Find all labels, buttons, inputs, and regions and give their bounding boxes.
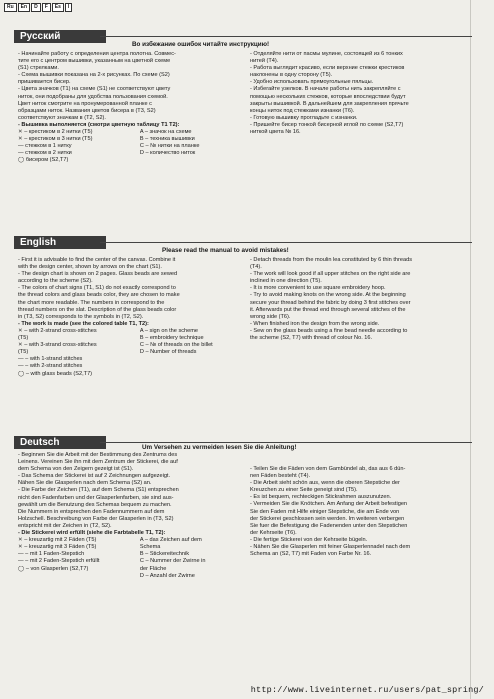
- legend-entry: [140, 363, 240, 370]
- text-line: Nähen Sie die Glasperlen nach dem Schema (S2) an.: [18, 480, 152, 487]
- legend-entry: — – mit 1 Faden-Stepstich: [18, 551, 85, 558]
- text-line: der Kehrseite (T6).: [250, 529, 297, 536]
- text-line: тите его с центром вышивки, указанным на цветной схеме: [18, 58, 171, 65]
- text-line: - The design chart is shown on 2 pages. Glass beads are sewed: [18, 271, 178, 278]
- text-line: Schema an (S2, T7) mit Faden von Farbe Nr. 16.: [250, 551, 372, 558]
- legend-entry: [140, 371, 240, 378]
- text-line: Цвет ниток смотрите на пронумерованной планке с: [18, 100, 152, 107]
- text-line: der Stickerei geschlossen sein werden. Im weiteren verbergen: [250, 515, 405, 522]
- text-line: концы ниток под стежками изнанки (T6).: [250, 107, 355, 114]
- text-line: - Try to avoid making knots on the wrong side. At the beginning: [250, 292, 406, 299]
- text-line: the scheme (S2, T7) with thread of colour No. 16.: [250, 335, 373, 342]
- legend-entry: — – mit 2 Faden-Stepstich erfüllt: [18, 558, 100, 565]
- legend-entry: [18, 573, 138, 580]
- lang-de: D: [31, 3, 41, 12]
- text-line: Die Nummern in entsprechen den Fadennummern auf dem: [18, 508, 165, 515]
- text-line: - The colors of chart signs (T1, S1) do not exactly correspond to: [18, 285, 176, 292]
- text-line: - The work is made (see the colored table T1, T2):: [18, 320, 149, 327]
- text-line: according to the scheme (S2).: [18, 278, 93, 285]
- text-line: (S1) стрелками.: [18, 65, 59, 72]
- text-line: ниток, они подобраны для удобства пользования схемой.: [18, 93, 168, 100]
- text-line: Holzschell. Beschreibung von Farbe der Glasperlen in (T3, S2): [18, 515, 174, 522]
- legend-entry: C – № нитки на планке: [139, 143, 200, 150]
- text-line: - The work will look good if all upper stitches on the right side are: [250, 271, 411, 278]
- legend-entry: (T5): [18, 335, 29, 342]
- text-line: - Отделяйте нити от пасмы мулине, состоящей из 6 тонких: [250, 51, 403, 57]
- legend-entry: ⨯ – kreuzartig mit 3 Fäden (T5): [18, 544, 97, 551]
- text-line: - Цвета значков (T1) на схеме (S1) не соответствуют цвету: [18, 86, 171, 93]
- text-line: the chart more readable. The numbers in correspond to the: [18, 299, 165, 306]
- legend-entry: D – Anzahl der Zwirne: [139, 572, 195, 579]
- text-line: - Пришейте бисер тонкой бисерной иглой по схеме (S2,T7): [250, 121, 404, 128]
- text-line: - Работа выглядит красиво, если верхние стежки крестиков: [250, 65, 405, 72]
- legend-entry: ⨯ – with 2-strand cross-stitches: [18, 327, 97, 334]
- legend-entry: ⨯ – with 3-strand cross-stitches: [18, 342, 97, 349]
- legend-entry: C – № of threads on the billet: [139, 342, 213, 349]
- en-right-paragraphs: [250, 257, 468, 342]
- ru-left-paragraphs: [18, 51, 240, 129]
- text-line: - Схема вышивки показана на 2-х рисунках. По схеме (S2): [18, 72, 170, 79]
- text-line: nicht den Fadenfarben und der Glasperlenfarben, sie sind aus-: [18, 494, 174, 501]
- text-line: the thread colors and glass beads color, they are chosen to make: [18, 292, 180, 299]
- text-line: наклонены в одну сторону (T5).: [250, 72, 333, 79]
- text-line: - Detach threads from the moulin lea constituted by 6 thin threads: [250, 257, 412, 263]
- legend-entry: — стежком в 1 нитку: [18, 143, 72, 150]
- warning-en: Please read the manual to avoid mistakes!: [162, 247, 289, 254]
- ru-left-column: [18, 51, 240, 216]
- legend-entry: B – техника вышивки: [139, 136, 195, 143]
- section-divider-ru: [100, 36, 472, 37]
- legend-entry: A – значок на схеме: [139, 129, 192, 136]
- text-line: - Начинайте работу с определения центра полотна. Совмес-: [18, 51, 176, 57]
- text-line: - It is more convenient to use square embroidery hoop.: [250, 285, 386, 292]
- text-line: закрыты вышивкой. В дальнейшем для закрепления прячьте: [250, 100, 409, 107]
- legend-entry: — – with 1-strand stitches: [18, 356, 83, 363]
- lang-ru: Ru: [4, 3, 17, 12]
- text-line: entspricht mit der Zeichen in (T2, S2).: [18, 522, 112, 529]
- de-right-paragraphs: [250, 466, 468, 558]
- page-edge: [470, 0, 471, 699]
- text-line: inclined in one direction (T5).: [250, 278, 322, 285]
- text-line: - Vermeiden Sie die Knötchen. Am Anfang der Arbeit befestigen: [250, 501, 408, 508]
- de-right-column: [250, 466, 468, 642]
- legend-entry: [140, 157, 240, 164]
- text-line: in (T3, S2) corresponds to the symbols in (T2, S2).: [18, 313, 144, 320]
- text-line: образцами ниток. Названия цветов бисера в (T3, S2): [18, 107, 156, 114]
- text-line: нитей (T4).: [250, 58, 279, 65]
- legend-entry: A – sign on the scheme: [139, 327, 199, 334]
- text-line: помощью нескольких стежков, которые впоследствии будут: [250, 93, 406, 100]
- text-line: dem Schema von den Zeigern gezeigt ist (S1).: [18, 466, 134, 473]
- section-title-en: English: [14, 236, 106, 249]
- text-line: (T4).: [250, 264, 262, 271]
- legend-entry: ◯ – with glass beads (S2,T7): [18, 370, 93, 377]
- section-title-ru: Русский: [14, 30, 106, 43]
- text-line: nen Fäden besteht (T4).: [250, 473, 311, 480]
- text-line: gewählt um die Benutzung des Schemas bequem zu machen.: [18, 501, 172, 508]
- text-line: - Teilen Sie die Fäden von dem Gambündel ab, das aus 6 dün-: [250, 466, 406, 472]
- ru-right-paragraphs: [250, 51, 468, 136]
- text-line: - Избегайте узелков. В начале работы нить закрепляйте с: [250, 86, 401, 93]
- lang-en: En: [18, 3, 30, 12]
- section-divider-de: [100, 442, 472, 443]
- legend-entry: — стежком в 2 нитки: [18, 150, 72, 157]
- lang-es: Es: [52, 3, 64, 12]
- legend-entry: — – with 2-strand stitches: [18, 363, 83, 370]
- warning-de: Um Versehen zu vermeiden lesen Sie die Anleitung!: [142, 444, 297, 451]
- ru-legend: [18, 129, 240, 164]
- legend-entry: D – Number of threads: [139, 349, 197, 356]
- text-line: - Готовую вышивку прогладьте с изнанки.: [250, 114, 358, 121]
- de-legend: [18, 537, 240, 580]
- legend-entry: ◯ бисером (S2,T7): [18, 157, 69, 164]
- legend-entry: C – Nummer der Zwirne in: [139, 558, 206, 565]
- en-left-paragraphs: [18, 257, 240, 328]
- legend-entry: B – Stickereitechnik: [139, 551, 189, 558]
- text-line: Sie den Faden mit Hilfe einiger Stepstiche, die am Ende von: [250, 508, 400, 515]
- lang-it: I: [65, 3, 72, 12]
- legend-entry: (T5): [18, 349, 29, 356]
- legend-entry: der Fläche: [139, 565, 167, 572]
- text-line: - Es ist bequem, rechteckigen Stickrahmen auszunutzen.: [250, 494, 392, 501]
- text-line: - First it is advisable to find the center of the canvas. Combine it: [18, 257, 176, 263]
- language-bar: [4, 3, 72, 12]
- legend-entry: [140, 356, 240, 363]
- text-line: - Удобно использовать прямоугольные пяльцы.: [250, 79, 374, 86]
- legend-entry: D – количество ниток: [139, 150, 196, 157]
- text-line: with the design center, shown by arrows on the chart (S1).: [18, 264, 162, 271]
- text-line: - Die Arbeit sieht schön aus, wenn die oberen Stepstiche der: [250, 480, 400, 487]
- text-line: - When finished iron the design from the wrong side.: [250, 320, 380, 327]
- section-divider-en: [100, 242, 472, 243]
- legend-entry: ⨯ – крестиком в 2 нитки (T5): [18, 129, 93, 136]
- legend-entry: A – das Zeichen auf dem: [139, 537, 202, 544]
- text-line: Sie fuer die Befestigung die Fadenenden unter den Stepstichen: [250, 522, 408, 529]
- section-title-de: Deutsch: [14, 436, 106, 449]
- text-line: - Nähen Sie die Glasperlen mit feiner Glasperlennadel nach dem: [250, 544, 411, 551]
- text-line: Leinens. Vereinen Sie ihn mit dem Zentrum der Stickerei, die auf: [18, 459, 178, 466]
- text-line: - Die Stickerei wird erfüllt (siehe die Farbtabelle T1, T2):: [18, 530, 166, 537]
- text-line: - Das Schema der Stickerei ist auf 2 Zeichnungen aufgezeigt.: [18, 473, 171, 480]
- text-line: - Вышивка выполняется (смотри цветную таблицу T1 T2):: [18, 121, 180, 128]
- text-line: ниткой цвета № 16.: [250, 129, 301, 136]
- warning-ru: Во избежание ошибок читайте инструкцию!: [132, 41, 270, 48]
- text-line: wrong side (T6).: [250, 313, 291, 320]
- text-line: соответствуют значкам в (T2, S2).: [18, 114, 106, 121]
- en-legend: [18, 328, 240, 378]
- text-line: thread numbers on the slat. Description of the glass beads color: [18, 306, 177, 313]
- text-line: Kreuzchen zu einer Seite geneigt sind (T5).: [250, 487, 358, 494]
- legend-entry: ⨯ – крестиком в 3 нитки (T5): [18, 136, 93, 143]
- de-left-paragraphs: [18, 452, 240, 537]
- legend-entry: ⨯ – kreuzartig mit 2 Fäden (T5): [18, 537, 97, 544]
- en-right-column: [250, 257, 468, 429]
- legend-entry: B – embroidery technique: [139, 335, 204, 342]
- text-line: - Beginnen Sie die Arbeit mit der Bestimmung des Zentrums des: [18, 452, 178, 458]
- en-left-column: [18, 257, 240, 429]
- text-line: secure your thread behind the fabric by doing 3 first stitches over: [250, 299, 411, 306]
- text-line: it. Afterwards put the thread end through several stitches of the: [250, 306, 406, 313]
- legend-entry: ◯ – von Glasperlen (S2,T7): [18, 565, 89, 572]
- text-line: - Sew on the glass beads using a fine bead needle according to: [250, 327, 408, 334]
- text-line: - Die Farbe der Zeichen (T1), auf dem Schema (S1) entsprechen: [18, 487, 179, 494]
- legend-entry: Schema: [139, 544, 161, 551]
- lang-fr: F: [42, 3, 51, 12]
- de-left-column: [18, 452, 240, 642]
- text-line: пришивается бисер.: [18, 79, 71, 86]
- source-url: http://www.liveinternet.ru/users/pat_spring/: [250, 685, 484, 695]
- text-line: - Die fertige Stickerei von der Kehrseite bügeln.: [250, 536, 368, 543]
- ru-right-column: [250, 51, 468, 216]
